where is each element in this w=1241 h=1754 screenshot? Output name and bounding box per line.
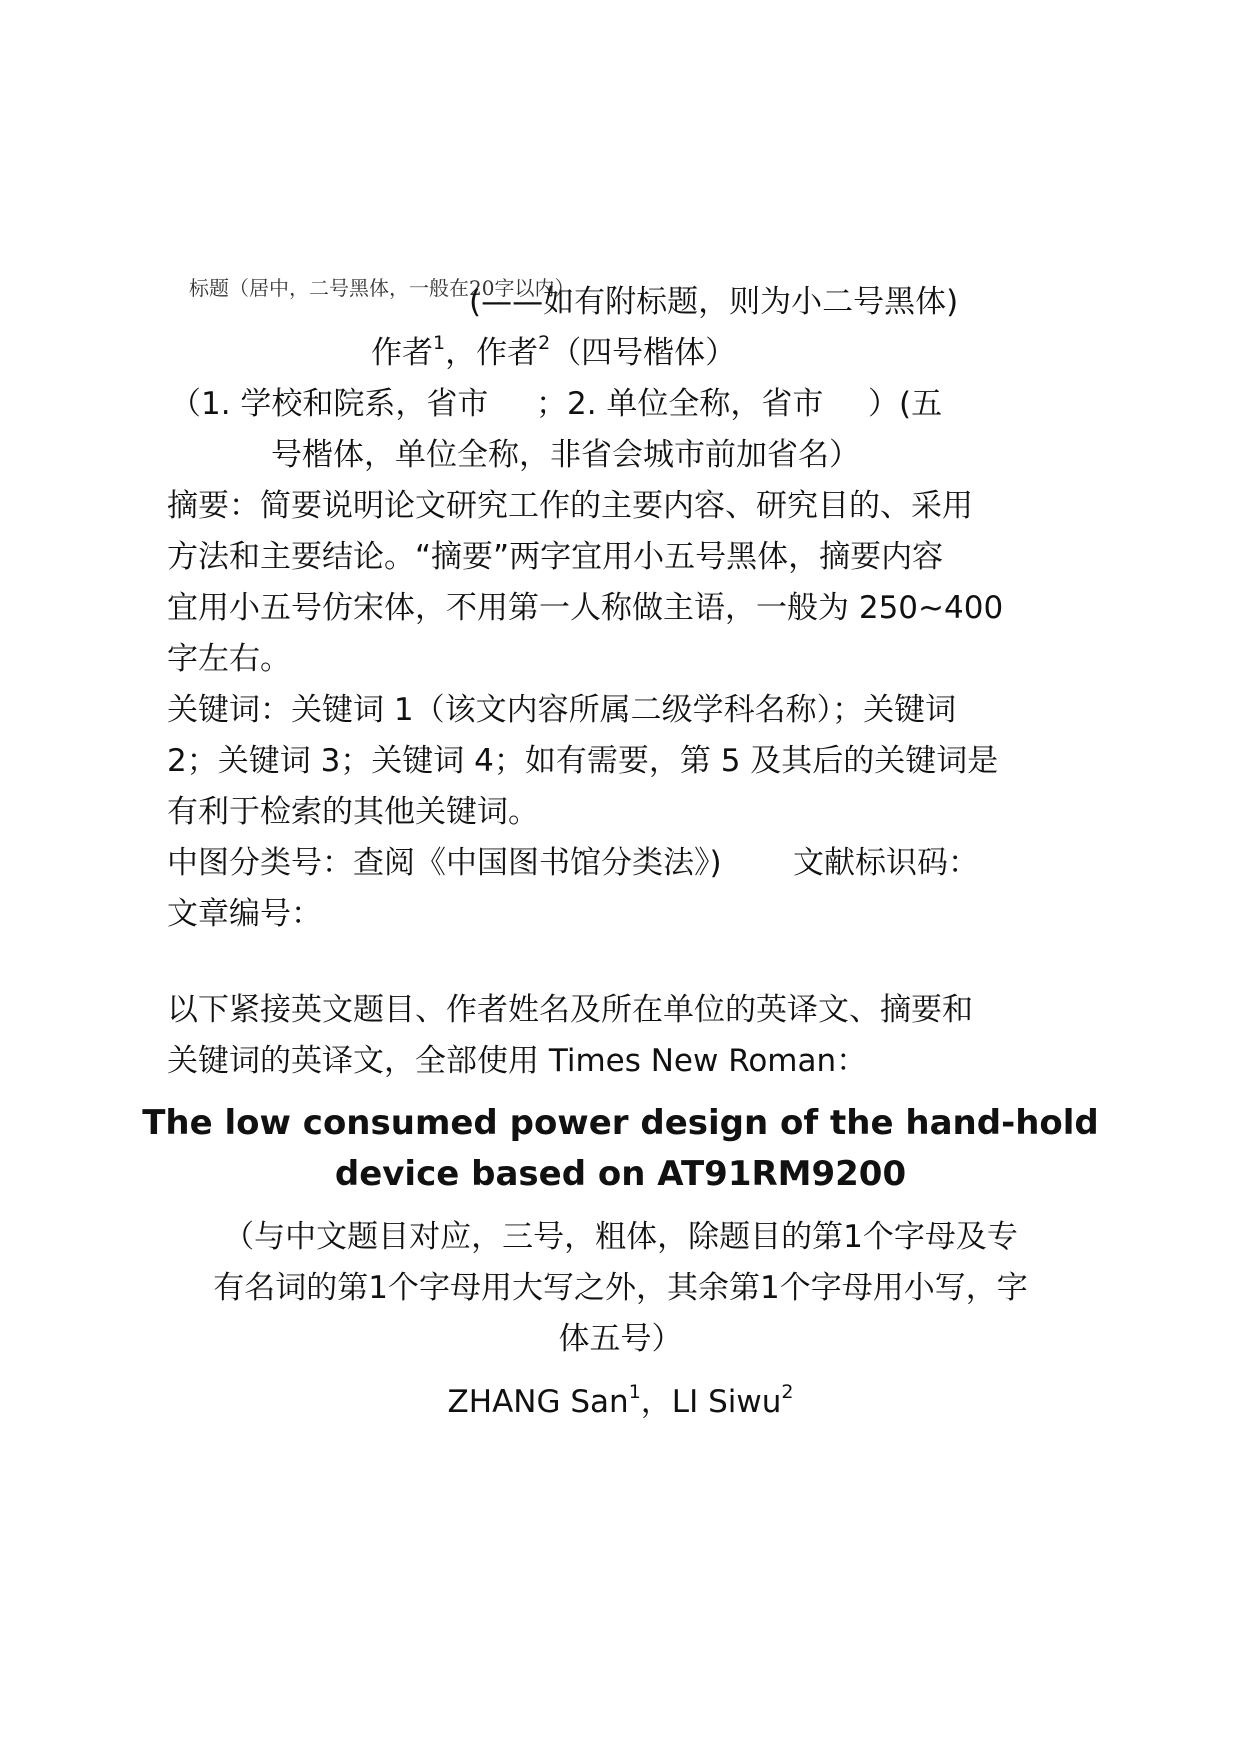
english-author-2: LI Siwu (671, 1384, 782, 1420)
author-separator: ， (445, 335, 477, 371)
english-title-note-line: 有名词的第1个字母用大写之外，其余第1个字母用小写，字 (213, 1270, 1028, 1306)
abstract-line: 摘要：简要说明论文研究工作的主要内容、研究目的、采用 (167, 488, 973, 524)
author-1: 作者 (371, 335, 433, 371)
author-2: 作者 (476, 335, 539, 371)
title-format-note: 标题（居中，二号黑体，一般在20字以内） (189, 276, 575, 300)
english-title-line: device based on AT91RM9200 (334, 1154, 907, 1194)
classification-number: 中图分类号：查阅《中国图书馆分类法》) (167, 845, 722, 881)
affiliation-part-1: （1. 学校和院系，省市 (170, 386, 489, 422)
document-code: 文献标识码： (793, 845, 979, 881)
english-author-1: ZHANG San (447, 1384, 629, 1420)
english-intro-line: 关键词的英译文，全部使用 Times New Roman： (167, 1043, 868, 1079)
author-1-affil-mark: 1 (433, 332, 446, 354)
authors-line (371, 332, 737, 371)
keywords-line: 2；关键词 3；关键词 4；如有需要，第 5 及其后的关键词是 (167, 743, 999, 779)
author-2-affil-mark: 2 (538, 332, 551, 354)
english-author-2-affil-mark: 2 (781, 1381, 794, 1403)
english-intro-line: 以下紧接英文题目、作者姓名及所在单位的英译文、摘要和 (167, 992, 973, 1028)
subtitle-format-note: (——如有附标题，则为小二号黑体) (469, 284, 959, 320)
affiliation-line-2: 号楷体，单位全称，非省会城市前加省名） (271, 437, 860, 473)
english-title-note-line: （与中文题目对应，三号，粗体，除题目的第1个字母及专 (223, 1219, 1018, 1255)
english-author-separator: ， (640, 1384, 672, 1420)
affiliation-part-2: ；2. 单位全称，省市 (536, 386, 824, 422)
keywords-line: 有利于检索的其他关键词。 (167, 794, 539, 830)
article-number: 文章编号： (167, 896, 322, 932)
english-title-line: The low consumed power design of the hand-hold (142, 1103, 1099, 1143)
english-title-note-line: 体五号） (558, 1321, 683, 1357)
affiliation-part-3: ）(五 (868, 386, 943, 422)
abstract-line: 字左右。 (167, 641, 291, 677)
english-author-1-affil-mark: 1 (628, 1381, 641, 1403)
abstract-line: 方法和主要结论。“摘要”两字宜用小五号黑体，摘要内容 (167, 539, 944, 575)
abstract-line: 宜用小五号仿宋体，不用第一人称做主语，一般为 250~400 (167, 590, 1004, 626)
keywords-line: 关键词：关键词 1（该文内容所属二级学科名称）；关键词 (167, 692, 957, 728)
english-authors-line (0, 1381, 1241, 1420)
author-font-note: （四号楷体） (550, 335, 737, 371)
